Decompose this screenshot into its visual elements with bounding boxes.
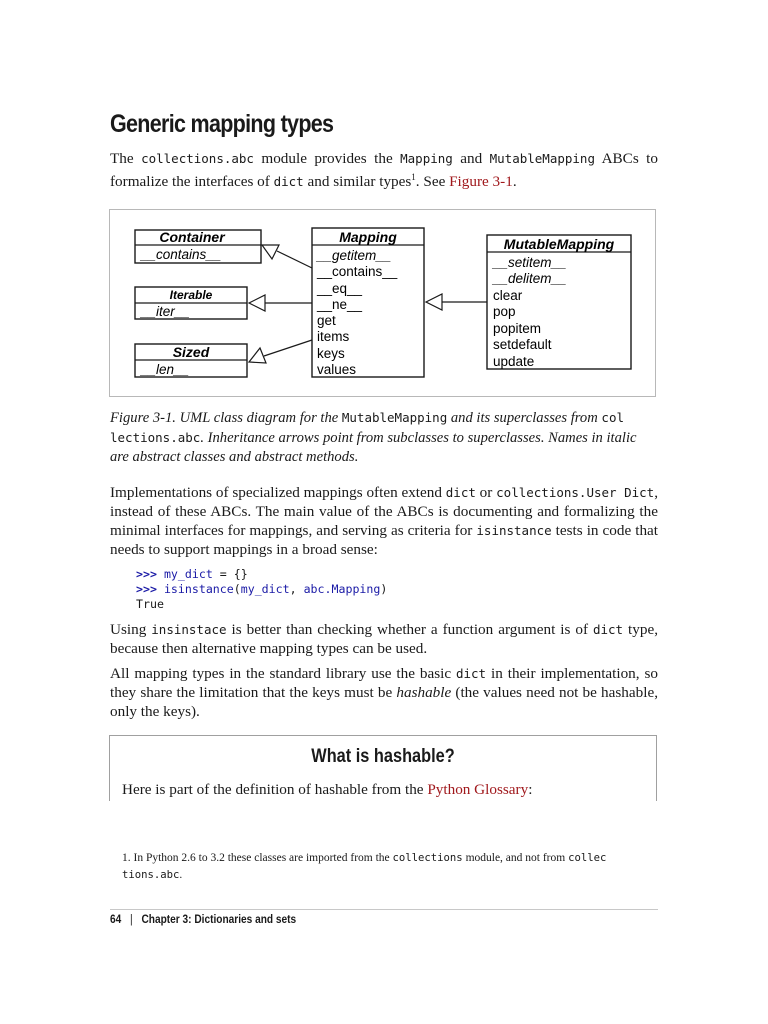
intro-paragraph: The collections.abc module provides the Mapping and MutableMapping ABCs to formalize the interfaces of dict and similar types$^1$. See Figure 3-1. [110,150,658,191]
sidebar-title: What is hashable? [311,746,455,767]
method-update: update [493,354,535,369]
paragraph-isinstance: Using insinstace is better than checking whether a function argument is of dict type, because then alternative mapping types can be used. [110,621,659,657]
python-glossary-link[interactable]: Python Glossary [427,781,529,798]
class-title-mapping: Mapping [339,229,397,245]
method-values: values [317,362,357,377]
figure-link[interactable]: Figure 3-1 [449,173,513,191]
sidebar-box [109,735,657,801]
paragraph-hashable: All mapping types in the standard library use the basic dict in their implementation, so they share the limitation that the keys must be hashable (the values need not be hashable, only the keys). [110,665,658,720]
class-title-container: Container [159,229,225,245]
arrow-mapping-to-sized [249,340,312,363]
class-mutable-mapping [487,235,631,369]
method-getitem: __getitem__ [317,248,392,263]
method-len: __len__ [141,362,190,377]
uml-class-diagram [110,210,655,396]
class-title-sized: Sized [172,344,210,360]
method-popitem: popitem [493,321,542,336]
method-items: items [317,329,350,344]
method-ne: __ne__ [317,297,363,312]
class-sized [135,344,247,377]
figure-caption: Figure 3-1. UML class diagram for the MutableMapping and its superclasses from col lections.abc. Inheritance arrows point from subclasses to superclasses. Names in italic are abstract classes and abstract methods. [110,410,637,465]
method-get: get [317,313,336,328]
method-setitem: __setitem__ [493,255,567,270]
chapter-title: Chapter 3: Dictionaries and sets [141,914,297,926]
footnote: 1. In Python 2.6 to 3.2 these classes are imported from the collections module, and not from collec tions.abc. [122,852,607,881]
arrow-mapping-to-iterable [249,295,312,311]
footnote-ref[interactable]: 1 [411,172,416,182]
method-keys: keys [317,346,345,361]
method-delitem: __delitem__ [493,271,567,286]
method-eq: __eq__ [317,281,363,296]
figure-frame [109,209,656,397]
method-iter: __iter__ [141,304,190,319]
footer-separator: | [130,914,133,926]
method-pop: pop [493,304,516,319]
sidebar-text: Here is part of the definition of hashable from the Python Glossary: [122,781,533,798]
method-contains: __contains__ [317,264,398,279]
paragraph-implementations: Implementations of specialized mappings often extend dict or collections.User Dict, instead of these ABCs. The main value of the ABCs is documenting and formalizing the minimal interfaces for mappings, and serving as criteria for isinstance tests in code that needs to support mappings in a broad sense: [110,484,658,558]
footer-divider [110,909,658,910]
class-title-iterable: Iterable [169,288,213,302]
section-heading: Generic mapping types [110,110,334,138]
class-mapping [312,228,424,377]
method-clear: clear [493,288,523,303]
arrow-mapping-to-container [262,245,312,268]
method-contains: __contains__ [141,247,222,262]
page-number: 64 [110,914,122,926]
method-setdefault: setdefault [493,337,552,352]
class-container [135,229,261,263]
page-footer [110,914,296,926]
class-iterable [135,287,247,319]
code-example: >>> my_dict = {} >>> isinstance(my_dict, abc.Mapping) True [136,567,388,611]
class-title-mutable-mapping: MutableMapping [503,236,615,252]
arrow-mutable-mapping-to-mapping [426,294,487,310]
